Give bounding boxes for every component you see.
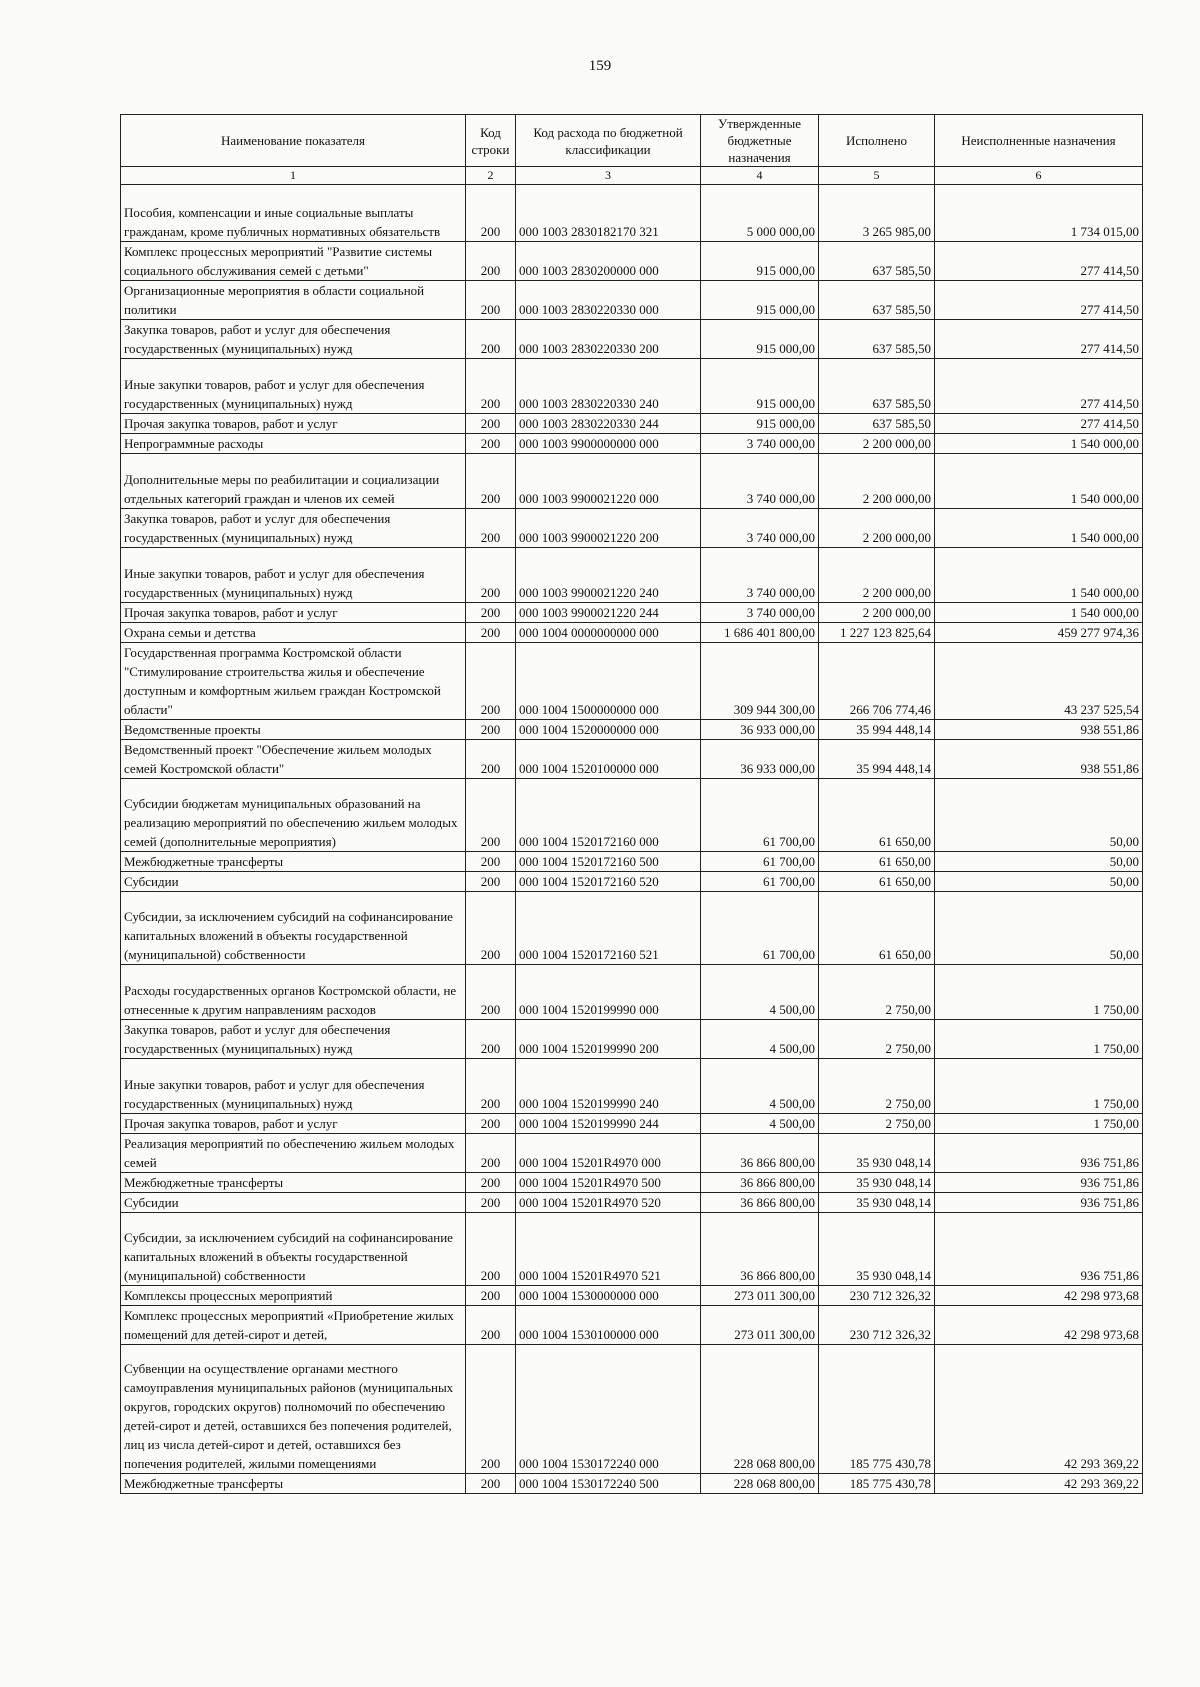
row-budget-code: 000 1004 1530000000 000 — [516, 1286, 701, 1306]
row-unexecuted: 42 293 369,22 — [935, 1474, 1143, 1494]
row-budget-code: 000 1003 2830220330 240 — [516, 359, 701, 414]
row-line-code: 200 — [466, 623, 516, 643]
page-number: 159 — [588, 58, 612, 74]
row-approved: 915 000,00 — [701, 414, 819, 434]
table-row — [121, 892, 1143, 965]
row-name: Непрограммные расходы — [121, 434, 466, 454]
row-executed: 230 712 326,32 — [819, 1306, 935, 1345]
row-name: Государственная программа Костромской области "Стимулирование строительства жилья и обеспечение доступным и комфортным жильем граждан Костромской области" — [121, 643, 466, 720]
row-executed: 2 750,00 — [819, 965, 935, 1020]
row-line-code: 200 — [466, 185, 516, 242]
row-name: Субсидии — [121, 872, 466, 892]
row-line-code: 200 — [466, 965, 516, 1020]
row-executed: 185 775 430,78 — [819, 1474, 935, 1494]
row-budget-code: 000 1004 15201R4970 500 — [516, 1173, 701, 1193]
table-row — [121, 603, 1143, 623]
row-executed: 2 200 000,00 — [819, 603, 935, 623]
row-budget-code: 000 1004 1530172240 000 — [516, 1345, 701, 1474]
table-row — [121, 740, 1143, 779]
row-unexecuted: 1 540 000,00 — [935, 603, 1143, 623]
header-unexecuted: Неисполненные назначения — [935, 115, 1143, 167]
row-budget-code: 000 1003 2830220330 000 — [516, 281, 701, 320]
row-approved: 3 740 000,00 — [701, 603, 819, 623]
row-unexecuted: 1 750,00 — [935, 1020, 1143, 1059]
row-budget-code: 000 1003 9900021220 244 — [516, 603, 701, 623]
budget-execution-table — [120, 114, 1143, 1494]
row-name: Комплексы процессных мероприятий — [121, 1286, 466, 1306]
row-line-code: 200 — [466, 1114, 516, 1134]
row-line-code: 200 — [466, 359, 516, 414]
header-budget-code: Код расхода по бюджетной классификации — [516, 115, 701, 167]
row-budget-code: 000 1004 1520172160 000 — [516, 779, 701, 852]
row-unexecuted: 277 414,50 — [935, 242, 1143, 281]
row-approved: 3 740 000,00 — [701, 434, 819, 454]
row-unexecuted: 50,00 — [935, 852, 1143, 872]
row-approved: 5 000 000,00 — [701, 185, 819, 242]
row-budget-code: 000 1004 1520172160 521 — [516, 892, 701, 965]
row-name: Расходы государственных органов Костромской области, не отнесенные к другим направлениям расходов — [121, 965, 466, 1020]
column-number: 4 — [701, 167, 819, 185]
row-name: Закупка товаров, работ и услуг для обеспечения государственных (муниципальных) нужд — [121, 509, 466, 548]
row-executed: 2 750,00 — [819, 1020, 935, 1059]
row-approved: 36 933 000,00 — [701, 740, 819, 779]
row-budget-code: 000 1004 1530100000 000 — [516, 1306, 701, 1345]
row-budget-code: 000 1003 2830182170 321 — [516, 185, 701, 242]
row-name: Прочая закупка товаров, работ и услуг — [121, 1114, 466, 1134]
row-executed: 637 585,50 — [819, 281, 935, 320]
row-line-code: 200 — [466, 454, 516, 509]
row-approved: 36 933 000,00 — [701, 720, 819, 740]
row-unexecuted: 50,00 — [935, 779, 1143, 852]
row-line-code: 200 — [466, 852, 516, 872]
row-approved: 3 740 000,00 — [701, 454, 819, 509]
row-line-code: 200 — [466, 414, 516, 434]
row-budget-code: 000 1004 1520199990 240 — [516, 1059, 701, 1114]
table-row — [121, 965, 1143, 1020]
table-row — [121, 1306, 1143, 1345]
row-name: Дополнительные меры по реабилитации и социализации отдельных категорий граждан и членов их семей — [121, 454, 466, 509]
row-line-code: 200 — [466, 1286, 516, 1306]
row-unexecuted: 1 540 000,00 — [935, 548, 1143, 603]
row-approved: 4 500,00 — [701, 965, 819, 1020]
row-executed: 637 585,50 — [819, 359, 935, 414]
table-row — [121, 434, 1143, 454]
row-approved: 1 686 401 800,00 — [701, 623, 819, 643]
row-unexecuted: 50,00 — [935, 892, 1143, 965]
row-approved: 36 866 800,00 — [701, 1213, 819, 1286]
row-line-code: 200 — [466, 779, 516, 852]
table-row — [121, 359, 1143, 414]
row-name: Субсидии — [121, 1193, 466, 1213]
row-unexecuted: 936 751,86 — [935, 1173, 1143, 1193]
table-row — [121, 242, 1143, 281]
row-line-code: 200 — [466, 1213, 516, 1286]
column-number: 6 — [935, 167, 1143, 185]
table-row — [121, 185, 1143, 242]
row-unexecuted: 938 551,86 — [935, 740, 1143, 779]
table-row — [121, 1193, 1143, 1213]
row-unexecuted: 1 540 000,00 — [935, 434, 1143, 454]
row-executed: 637 585,50 — [819, 414, 935, 434]
table-row — [121, 1020, 1143, 1059]
row-approved: 915 000,00 — [701, 242, 819, 281]
row-budget-code: 000 1004 1520172160 500 — [516, 852, 701, 872]
row-unexecuted: 936 751,86 — [935, 1193, 1143, 1213]
table-row — [121, 1213, 1143, 1286]
row-unexecuted: 277 414,50 — [935, 320, 1143, 359]
column-number: 1 — [121, 167, 466, 185]
row-name: Субсидии, за исключением субсидий на софинансирование капитальных вложений в объекты государственной (муниципальной) собственности — [121, 1213, 466, 1286]
row-line-code: 200 — [466, 1173, 516, 1193]
row-budget-code: 000 1003 9900000000 000 — [516, 434, 701, 454]
table-row — [121, 548, 1143, 603]
row-name: Прочая закупка товаров, работ и услуг — [121, 414, 466, 434]
table-row — [121, 1286, 1143, 1306]
column-number: 2 — [466, 167, 516, 185]
table-row — [121, 414, 1143, 434]
row-unexecuted: 1 540 000,00 — [935, 509, 1143, 548]
row-line-code: 200 — [466, 1193, 516, 1213]
row-executed: 2 200 000,00 — [819, 434, 935, 454]
row-unexecuted: 277 414,50 — [935, 359, 1143, 414]
row-budget-code: 000 1004 1530172240 500 — [516, 1474, 701, 1494]
row-budget-code: 000 1004 1520199990 000 — [516, 965, 701, 1020]
row-budget-code: 000 1004 1520199990 244 — [516, 1114, 701, 1134]
row-approved: 61 700,00 — [701, 872, 819, 892]
row-budget-code: 000 1004 15201R4970 520 — [516, 1193, 701, 1213]
row-name: Организационные мероприятия в области социальной политики — [121, 281, 466, 320]
row-name: Охрана семьи и детства — [121, 623, 466, 643]
table-row — [121, 1059, 1143, 1114]
row-executed: 2 200 000,00 — [819, 548, 935, 603]
row-executed: 61 650,00 — [819, 872, 935, 892]
row-unexecuted: 459 277 974,36 — [935, 623, 1143, 643]
row-name: Реализация мероприятий по обеспечению жильем молодых семей — [121, 1134, 466, 1173]
row-budget-code: 000 1003 2830200000 000 — [516, 242, 701, 281]
row-executed: 35 930 048,14 — [819, 1213, 935, 1286]
row-executed: 2 200 000,00 — [819, 454, 935, 509]
row-name: Иные закупки товаров, работ и услуг для обеспечения государственных (муниципальных) нужд — [121, 548, 466, 603]
row-approved: 3 740 000,00 — [701, 509, 819, 548]
row-line-code: 200 — [466, 740, 516, 779]
row-approved: 309 944 300,00 — [701, 643, 819, 720]
row-line-code: 200 — [466, 1059, 516, 1114]
row-budget-code: 000 1004 1520100000 000 — [516, 740, 701, 779]
row-unexecuted: 936 751,86 — [935, 1134, 1143, 1173]
row-line-code: 200 — [466, 1020, 516, 1059]
row-budget-code: 000 1003 2830220330 200 — [516, 320, 701, 359]
row-line-code: 200 — [466, 1474, 516, 1494]
table-row — [121, 623, 1143, 643]
row-executed: 35 930 048,14 — [819, 1173, 935, 1193]
row-name: Иные закупки товаров, работ и услуг для обеспечения государственных (муниципальных) нужд — [121, 359, 466, 414]
row-name: Субвенции на осуществление органами местного самоуправления муниципальных районов (муниципальных округов, городских округов) полномочий по обеспечению детей-сирот и детей, оставшихся без попечения родителей, лиц из числа детей-сирот и детей, оставшихся без попечения родителей, жилыми помещениями — [121, 1345, 466, 1474]
row-name: Пособия, компенсации и иные социальные выплаты гражданам, кроме публичных нормативных обязательств — [121, 185, 466, 242]
row-approved: 36 866 800,00 — [701, 1134, 819, 1173]
row-executed: 637 585,50 — [819, 320, 935, 359]
row-name: Ведомственный проект "Обеспечение жильем молодых семей Костромской области" — [121, 740, 466, 779]
row-unexecuted: 277 414,50 — [935, 414, 1143, 434]
row-executed: 2 750,00 — [819, 1059, 935, 1114]
row-name: Комплекс процессных мероприятий «Приобретение жилых помещений для детей-сирот и детей, — [121, 1306, 466, 1345]
row-approved: 3 740 000,00 — [701, 548, 819, 603]
row-executed: 35 930 048,14 — [819, 1193, 935, 1213]
row-name: Закупка товаров, работ и услуг для обеспечения государственных (муниципальных) нужд — [121, 320, 466, 359]
row-unexecuted: 1 750,00 — [935, 1114, 1143, 1134]
table-row — [121, 320, 1143, 359]
row-budget-code: 000 1003 9900021220 000 — [516, 454, 701, 509]
row-executed: 3 265 985,00 — [819, 185, 935, 242]
row-budget-code: 000 1004 1520199990 200 — [516, 1020, 701, 1059]
table-row — [121, 852, 1143, 872]
row-name: Комплекс процессных мероприятий "Развитие системы социального обслуживания семей с детьми" — [121, 242, 466, 281]
row-executed: 61 650,00 — [819, 852, 935, 872]
row-approved: 915 000,00 — [701, 359, 819, 414]
row-executed: 61 650,00 — [819, 892, 935, 965]
row-approved: 36 866 800,00 — [701, 1173, 819, 1193]
table-row — [121, 281, 1143, 320]
row-name: Ведомственные проекты — [121, 720, 466, 740]
row-name: Субсидии, за исключением субсидий на софинансирование капитальных вложений в объекты государственной (муниципальной) собственности — [121, 892, 466, 965]
row-line-code: 200 — [466, 1345, 516, 1474]
row-unexecuted: 277 414,50 — [935, 281, 1143, 320]
column-number: 3 — [516, 167, 701, 185]
row-line-code: 200 — [466, 720, 516, 740]
row-budget-code: 000 1004 1520172160 520 — [516, 872, 701, 892]
row-unexecuted: 938 551,86 — [935, 720, 1143, 740]
row-line-code: 200 — [466, 892, 516, 965]
row-executed: 2 750,00 — [819, 1114, 935, 1134]
row-budget-code: 000 1004 15201R4970 521 — [516, 1213, 701, 1286]
table-row — [121, 1345, 1143, 1474]
table-row — [121, 509, 1143, 548]
row-name: Закупка товаров, работ и услуг для обеспечения государственных (муниципальных) нужд — [121, 1020, 466, 1059]
row-name: Субсидии бюджетам муниципальных образований на реализацию мероприятий по обеспечению жильем молодых семей (дополнительные мероприятия) — [121, 779, 466, 852]
row-name: Межбюджетные трансферты — [121, 1173, 466, 1193]
row-executed: 61 650,00 — [819, 779, 935, 852]
table-row — [121, 1134, 1143, 1173]
row-approved: 915 000,00 — [701, 281, 819, 320]
row-executed: 2 200 000,00 — [819, 509, 935, 548]
row-approved: 4 500,00 — [701, 1114, 819, 1134]
row-budget-code: 000 1003 9900021220 240 — [516, 548, 701, 603]
table-row — [121, 643, 1143, 720]
row-approved: 4 500,00 — [701, 1020, 819, 1059]
row-line-code: 200 — [466, 320, 516, 359]
table-row — [121, 872, 1143, 892]
row-unexecuted: 42 298 973,68 — [935, 1306, 1143, 1345]
row-approved: 4 500,00 — [701, 1059, 819, 1114]
row-unexecuted: 1 540 000,00 — [935, 454, 1143, 509]
header-name: Наименование показателя — [121, 115, 466, 167]
row-line-code: 200 — [466, 434, 516, 454]
row-executed: 637 585,50 — [819, 242, 935, 281]
row-unexecuted: 1 734 015,00 — [935, 185, 1143, 242]
row-approved: 228 068 800,00 — [701, 1474, 819, 1494]
table-row — [121, 720, 1143, 740]
row-budget-code: 000 1003 2830220330 244 — [516, 414, 701, 434]
row-approved: 61 700,00 — [701, 779, 819, 852]
row-line-code: 200 — [466, 872, 516, 892]
header-line-code: Код строки — [466, 115, 516, 167]
row-approved: 273 011 300,00 — [701, 1306, 819, 1345]
header-approved: Утвержденные бюджетные назначения — [701, 115, 819, 167]
row-approved: 61 700,00 — [701, 852, 819, 872]
table-row — [121, 1173, 1143, 1193]
column-number-row — [121, 167, 1143, 185]
row-name: Прочая закупка товаров, работ и услуг — [121, 603, 466, 623]
row-name: Межбюджетные трансферты — [121, 1474, 466, 1494]
row-line-code: 200 — [466, 643, 516, 720]
row-name: Межбюджетные трансферты — [121, 852, 466, 872]
row-budget-code: 000 1003 9900021220 200 — [516, 509, 701, 548]
row-unexecuted: 1 750,00 — [935, 965, 1143, 1020]
row-budget-code: 000 1004 1500000000 000 — [516, 643, 701, 720]
table-row — [121, 454, 1143, 509]
row-approved: 61 700,00 — [701, 892, 819, 965]
table-row — [121, 779, 1143, 852]
row-budget-code: 000 1004 1520000000 000 — [516, 720, 701, 740]
table-row — [121, 1114, 1143, 1134]
row-unexecuted: 936 751,86 — [935, 1213, 1143, 1286]
row-approved: 273 011 300,00 — [701, 1286, 819, 1306]
row-executed: 1 227 123 825,64 — [819, 623, 935, 643]
row-unexecuted: 1 750,00 — [935, 1059, 1143, 1114]
row-line-code: 200 — [466, 509, 516, 548]
table-body — [121, 185, 1143, 1494]
row-name: Иные закупки товаров, работ и услуг для обеспечения государственных (муниципальных) нужд — [121, 1059, 466, 1114]
row-unexecuted: 50,00 — [935, 872, 1143, 892]
row-executed: 35 930 048,14 — [819, 1134, 935, 1173]
row-unexecuted: 42 298 973,68 — [935, 1286, 1143, 1306]
row-budget-code: 000 1004 15201R4970 000 — [516, 1134, 701, 1173]
row-line-code: 200 — [466, 1306, 516, 1345]
table-header-row — [121, 115, 1143, 167]
column-number: 5 — [819, 167, 935, 185]
row-unexecuted: 43 237 525,54 — [935, 643, 1143, 720]
row-unexecuted: 42 293 369,22 — [935, 1345, 1143, 1474]
row-executed: 35 994 448,14 — [819, 720, 935, 740]
row-line-code: 200 — [466, 281, 516, 320]
row-line-code: 200 — [466, 603, 516, 623]
row-executed: 35 994 448,14 — [819, 740, 935, 779]
row-line-code: 200 — [466, 242, 516, 281]
table-row — [121, 1474, 1143, 1494]
row-line-code: 200 — [466, 1134, 516, 1173]
row-approved: 228 068 800,00 — [701, 1345, 819, 1474]
row-executed: 266 706 774,46 — [819, 643, 935, 720]
header-executed: Исполнено — [819, 115, 935, 167]
row-budget-code: 000 1004 0000000000 000 — [516, 623, 701, 643]
row-approved: 915 000,00 — [701, 320, 819, 359]
row-line-code: 200 — [466, 548, 516, 603]
row-executed: 185 775 430,78 — [819, 1345, 935, 1474]
row-executed: 230 712 326,32 — [819, 1286, 935, 1306]
row-approved: 36 866 800,00 — [701, 1193, 819, 1213]
